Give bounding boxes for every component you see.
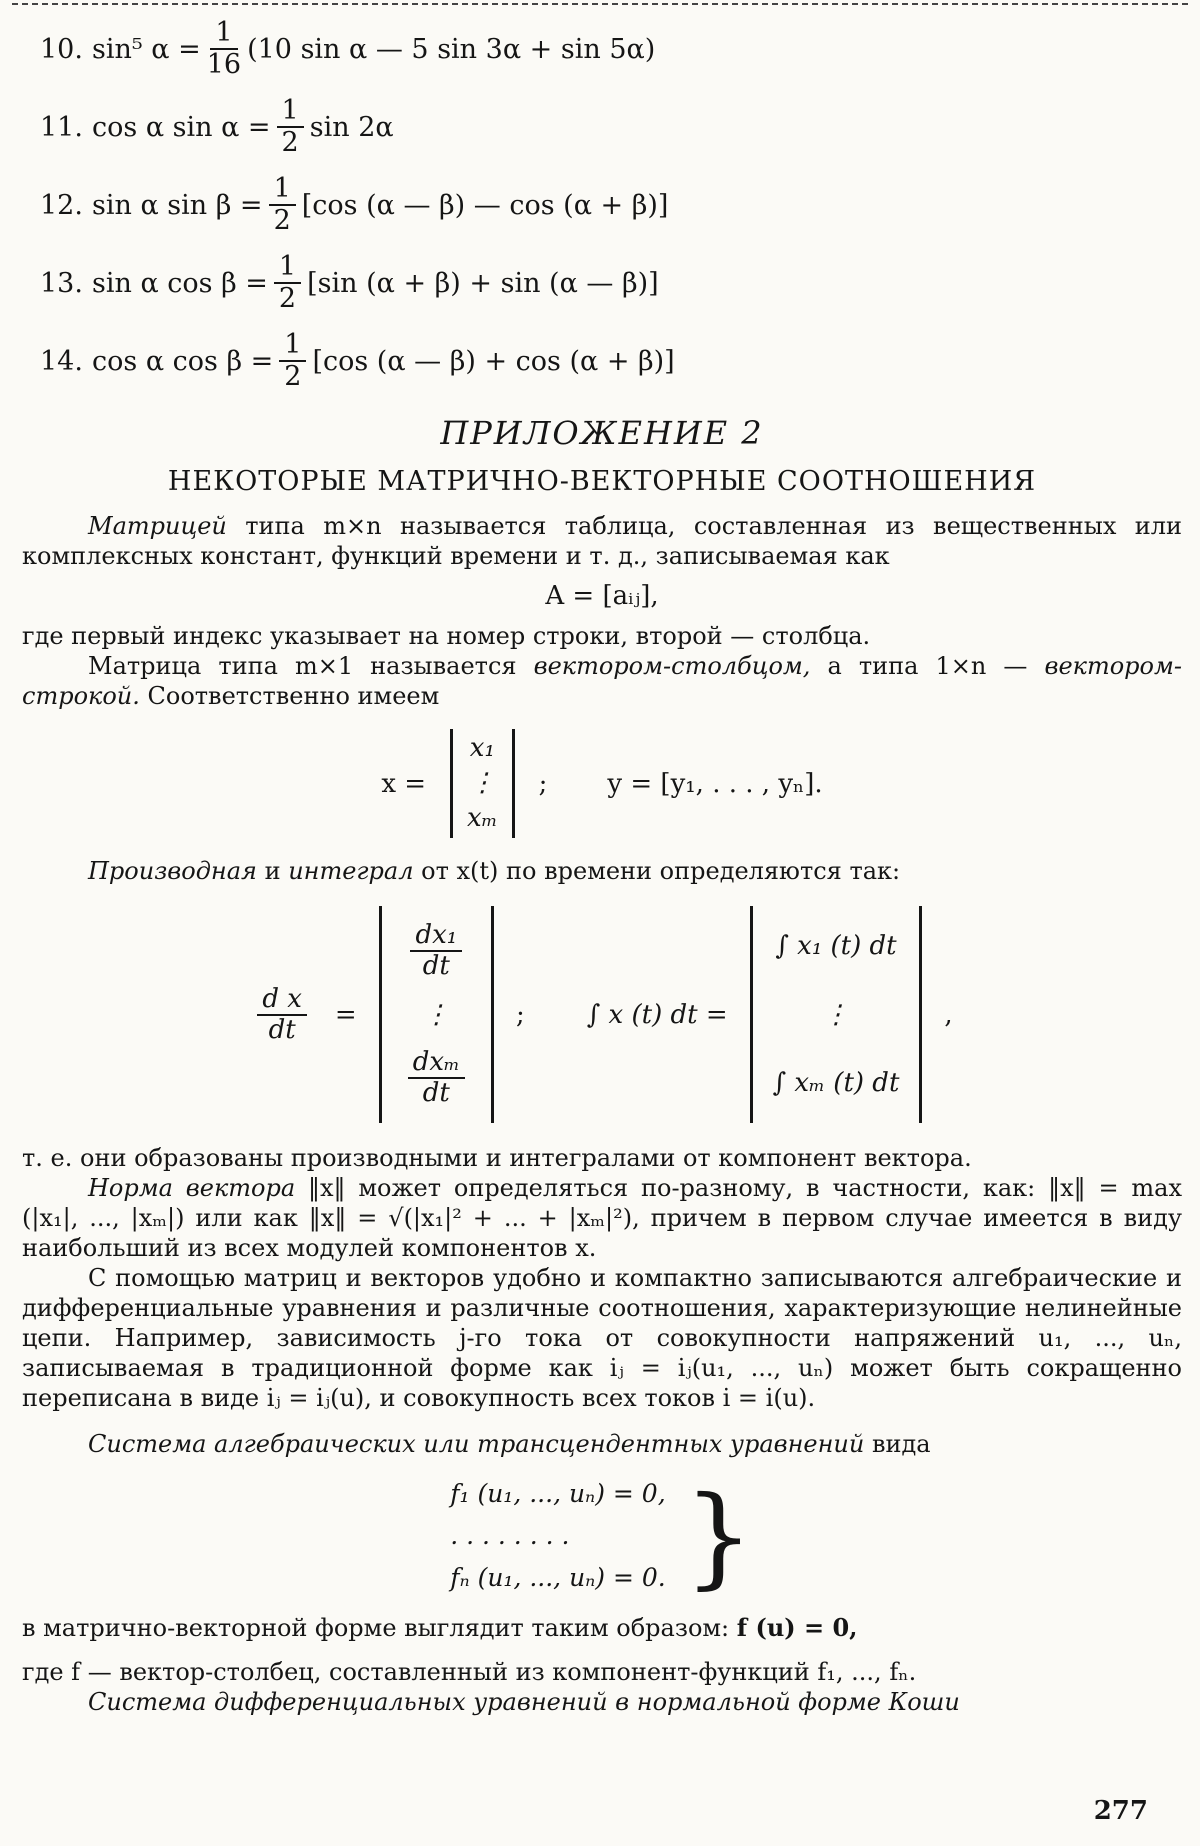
formula-12 <box>40 166 1182 244</box>
paragraph-norm <box>22 1173 1182 1263</box>
fraction-denominator: dt <box>269 1016 296 1045</box>
paragraph-indices: где первый индекс указывает на номер строки, второй — столбца. <box>22 621 1182 651</box>
equation-matrix-a: A = [aᵢⱼ], <box>22 581 1182 611</box>
derivative-lhs <box>257 985 307 1045</box>
row-vector-y: y = [y₁, . . . , yₙ]. <box>607 769 822 799</box>
paragraph-matrix-definition <box>22 511 1182 571</box>
vector-ellipsis: ⋮ <box>469 766 495 801</box>
paragraph-text: типа m×n называется таблица, составленная из вещественных или комплексных констант, функций времени и т. д., записываемая как <box>22 512 1182 570</box>
fraction-numerator: 1 <box>274 252 301 284</box>
formula-number: 12. <box>40 190 92 221</box>
fraction <box>277 96 304 158</box>
system-row: f₁ (u₁, ..., uₙ) = 0, <box>450 1473 666 1515</box>
top-rule <box>12 3 1188 5</box>
paragraph-f-vector: где f — вектор-столбец, составленный из компонент-функций f₁, ..., fₙ. <box>22 1657 1182 1687</box>
formula-lhs: cos α sin α = <box>92 112 271 143</box>
fraction-denominator: dt <box>423 952 450 981</box>
paragraph-components: т. е. они образованы производными и интегралами от компонент вектора. <box>22 1143 1182 1173</box>
page-number: 277 <box>1094 1796 1148 1826</box>
paragraph-text: и <box>257 857 288 885</box>
formula-rhs: [cos (α — β) + cos (α + β)] <box>312 346 674 377</box>
paragraph-vectors <box>22 651 1182 711</box>
integral-column <box>750 906 923 1123</box>
separator: , <box>944 1000 952 1030</box>
formula-lhs: sin α sin β = <box>92 190 263 221</box>
formula-number: 14. <box>40 346 92 377</box>
formula-lhs: sin α cos β = <box>92 268 268 299</box>
paragraph-text: Матрица типа m×1 называется <box>88 652 534 680</box>
fraction-numerator: dx₁ <box>410 921 462 952</box>
formula-rhs: (10 sin α — 5 sin 3α + sin 5α) <box>247 34 655 65</box>
formula-14 <box>40 322 1182 400</box>
term-integral: интеграл <box>288 857 413 885</box>
equation-system <box>22 1473 1182 1599</box>
equals-sign: = <box>335 1000 357 1030</box>
derivative-column <box>379 906 494 1123</box>
separator: ; <box>539 769 548 799</box>
derivative-integral-equations <box>22 906 1182 1123</box>
formula-rhs: sin 2α <box>310 112 394 143</box>
paragraph-applications: С помощью матриц и векторов удобно и компактно записываются алгебраические и дифференциальные уравнения и различные соотношения, характеризующие нелинейные цепи. Например, зависимость j-го тока от совокупности напряжений u₁, ..., uₙ, записываемая в традиционной форме как iⱼ = iⱼ(u₁, ..., uₙ) может быть сокращенно переписана в виде iⱼ = iⱼ(u), и совокупность всех токов i = i(u). <box>22 1263 1182 1413</box>
fraction-denominator: 2 <box>282 128 299 158</box>
paragraph-text: в матрично-векторной форме выглядит таким образом: <box>22 1614 737 1642</box>
formula-rhs: [cos (α — β) — cos (α + β)] <box>302 190 669 221</box>
system-rows <box>450 1473 666 1599</box>
fraction-denominator: 2 <box>284 362 301 392</box>
fraction-numerator: d x <box>257 985 307 1016</box>
paragraph-text: вида <box>864 1430 930 1458</box>
formula-rhs: [sin (α + β) + sin (α — β)] <box>307 268 659 299</box>
paragraph-text: от x(t) по времени определяются так: <box>414 857 901 885</box>
fraction-denominator: 2 <box>279 284 296 314</box>
fraction <box>274 252 301 314</box>
right-brace: } <box>684 1481 754 1591</box>
formula-11 <box>40 88 1182 166</box>
formula-lhs: sin⁵ α = <box>92 34 201 65</box>
section-title: НЕКОТОРЫЕ МАТРИЧНО-ВЕКТОРНЫЕ СООТНОШЕНИЯ <box>22 466 1182 497</box>
fraction-denominator: 16 <box>207 50 241 80</box>
term-matrix: Матрицей <box>88 512 227 540</box>
term-row-vector: вектором-строкой. <box>22 652 1182 710</box>
formula-10 <box>40 10 1182 88</box>
term-norm: Норма вектора <box>88 1174 295 1202</box>
fraction-denominator: dt <box>423 1079 450 1108</box>
term-derivative: Производная <box>88 857 257 885</box>
paragraph-text: ‖x‖ может определяться по-разному, в частности, как: ‖x‖ = max (|x₁|, ..., |xₘ|) или как ‖x‖ = √(|x₁|² + ... + |xₘ|²), причем в первом случае имеется в виду наибольший из всех модулей компонентов x. <box>22 1174 1182 1262</box>
page-content <box>22 10 1182 1717</box>
integral-element-first: ∫ x₁ (t) dt <box>775 931 896 961</box>
fraction-numerator: 1 <box>269 174 296 206</box>
fraction <box>408 1048 465 1108</box>
formula-number: 13. <box>40 268 92 299</box>
paragraph-derivative-integral <box>22 856 1182 886</box>
integral-lhs: ∫ x (t) dt = <box>587 1000 728 1030</box>
system-row: fₙ (u₁, ..., uₙ) = 0. <box>450 1557 666 1599</box>
system-row: . . . . . . . . <box>450 1515 666 1557</box>
vector-ellipsis: ⋮ <box>823 1000 849 1030</box>
vector-element-first: x₁ <box>470 731 495 766</box>
formula-number: 10. <box>40 34 92 65</box>
separator: ; <box>516 1000 525 1030</box>
paragraph-text: Соответственно имеем <box>140 682 439 710</box>
fraction-numerator: dxₘ <box>408 1048 465 1079</box>
paragraph-matrix-form <box>22 1613 1182 1643</box>
vector-x-lhs: x = <box>381 769 426 799</box>
vector-ellipsis: ⋮ <box>423 1000 449 1030</box>
paragraph-cauchy: Система дифференциальных уравнений в нормальной форме Коши <box>22 1687 1182 1717</box>
formula-lhs: cos α cos β = <box>92 346 273 377</box>
fraction-numerator: 1 <box>277 96 304 128</box>
integral-element-last: ∫ xₘ (t) dt <box>773 1068 900 1098</box>
fraction <box>207 18 241 80</box>
formula-13 <box>40 244 1182 322</box>
term-algebraic-system: Система алгебраических или трансцендентных уравнений <box>88 1430 864 1458</box>
fraction-denominator: 2 <box>274 206 291 236</box>
paragraph-text: а типа 1×n — <box>810 652 1044 680</box>
paragraph-system-intro <box>22 1429 1182 1459</box>
fraction <box>410 921 462 981</box>
term-column-vector: вектором-столбцом, <box>534 652 811 680</box>
column-vector-x <box>450 729 515 838</box>
formula-number: 11. <box>40 112 92 143</box>
equation-vector-form: f (u) = 0, <box>737 1613 858 1642</box>
fraction <box>279 330 306 392</box>
fraction <box>269 174 296 236</box>
vector-definitions <box>22 729 1182 838</box>
fraction-numerator: 1 <box>279 330 306 362</box>
appendix-title: ПРИЛОЖЕНИЕ 2 <box>22 414 1182 452</box>
fraction-numerator: 1 <box>210 18 237 50</box>
vector-element-last: xₘ <box>467 801 498 836</box>
